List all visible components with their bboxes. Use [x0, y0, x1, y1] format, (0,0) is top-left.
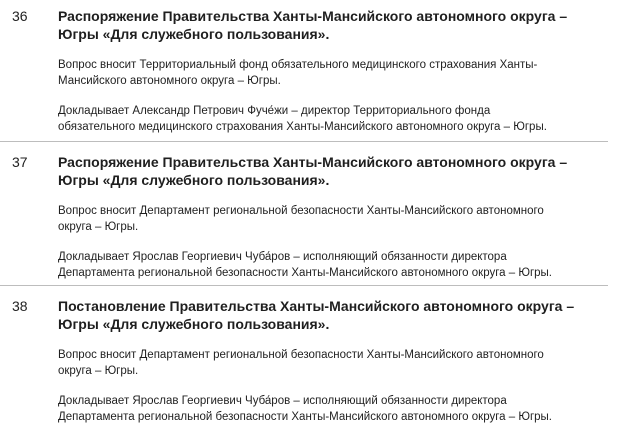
item-title [58, 297, 610, 333]
item-title-line-2: Югры «Для служебного пользования». [58, 26, 330, 42]
item-divider [0, 285, 608, 286]
presenter-org-line-1: Вопрос вносит Департамент региональной безопасности Ханты-Мансийского автономного [58, 349, 544, 361]
item-number: 37 [12, 154, 28, 170]
item-title [58, 7, 610, 43]
item-title [58, 153, 610, 189]
item-presenter-org [58, 347, 610, 379]
speaker-line-1: Докладывает Ярослав Георгиевич Чуба́ров – исполняющий обязанности директора [58, 395, 507, 407]
item-title-line-2: Югры «Для служебного пользования». [58, 316, 330, 332]
item-presenter-org [58, 57, 610, 89]
item-content [58, 297, 610, 425]
item-speaker [58, 393, 610, 425]
speaker-line-1: Докладывает Александр Петрович Фуче́жи – директор Территориального фонда [58, 105, 491, 117]
item-title-line-1: Распоряжение Правительства Ханты-Мансийского автономного округа – [58, 154, 568, 170]
presenter-org-line-2: округа – Югры. [58, 221, 139, 233]
presenter-org-line-2: округа – Югры. [58, 365, 139, 377]
item-content [58, 7, 610, 135]
item-presenter-org [58, 203, 610, 235]
presenter-org-line-2: Мансийского автономного округа – Югры. [58, 75, 281, 87]
presenter-org-line-1: Вопрос вносит Территориальный фонд обязательного медицинского страхования Ханты- [58, 59, 538, 71]
speaker-line-2: Департамента региональной безопасности Ханты-Мансийского автономного округа – Югры. [58, 267, 553, 279]
item-number: 38 [12, 298, 28, 314]
speaker-line-2: обязательного медицинского страхования Ханты-Мансийского автономного округа – Югры. [58, 121, 547, 133]
item-title-line-1: Распоряжение Правительства Ханты-Мансийского автономного округа – [58, 8, 568, 24]
item-speaker [58, 103, 610, 135]
presenter-org-line-1: Вопрос вносит Департамент региональной безопасности Ханты-Мансийского автономного [58, 205, 544, 217]
item-divider [0, 141, 608, 142]
item-number: 36 [12, 8, 28, 24]
item-content [58, 153, 610, 281]
item-title-line-2: Югры «Для служебного пользования». [58, 172, 330, 188]
speaker-line-1: Докладывает Ярослав Георгиевич Чуба́ров – исполняющий обязанности директора [58, 251, 507, 263]
speaker-line-2: Департамента региональной безопасности Ханты-Мансийского автономного округа – Югры. [58, 411, 553, 423]
item-title-line-1: Постановление Правительства Ханты-Мансийского автономного округа – [58, 298, 575, 314]
item-speaker [58, 249, 610, 281]
